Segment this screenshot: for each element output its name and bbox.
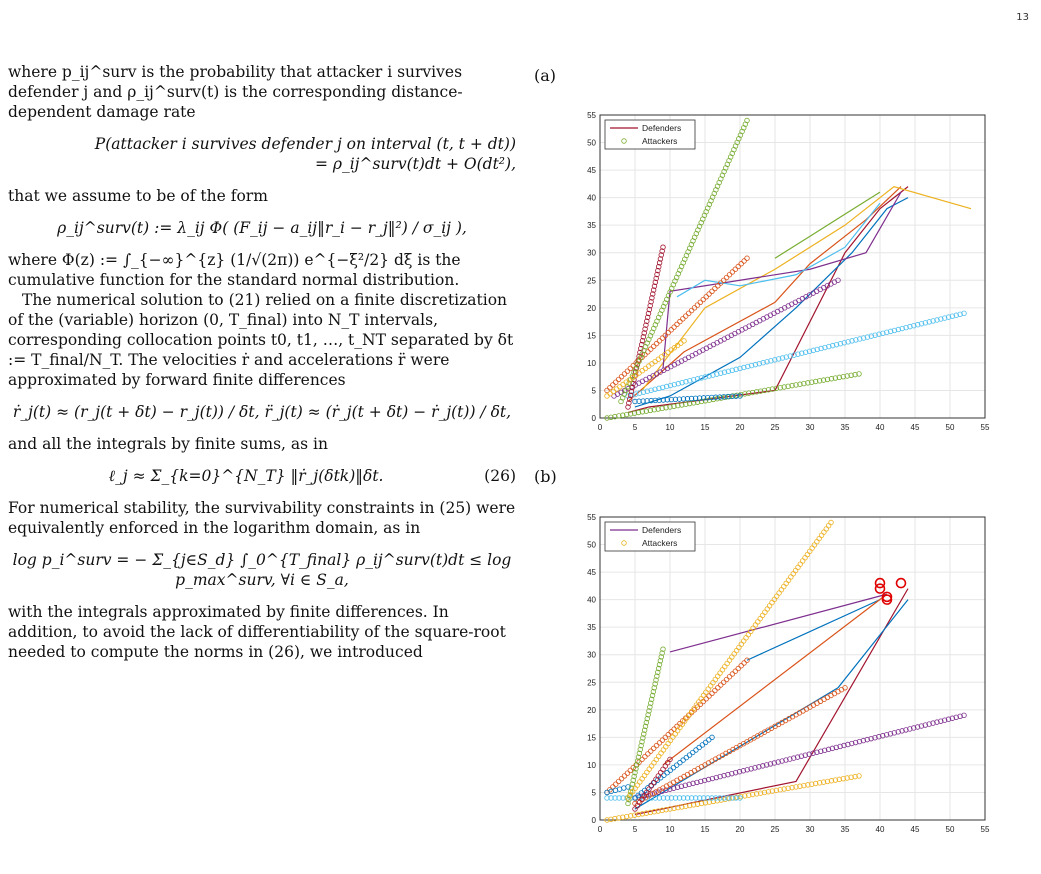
chart-b-y-tick-label: 20 — [587, 705, 596, 715]
chart-b-y-tick-label: 55 — [587, 513, 596, 522]
paragraph: where p_ij^surv is the probability that attacker i survives defender j and ρ_ij^surv(t) is the corresponding distance-dependent damage rate — [8, 63, 463, 121]
paragraph: where Φ(z) := ∫_{−∞}^{z} (1/√(2π)) e^{−ξ²/2} dξ is the cumulative function for the standard normal distribution. — [8, 251, 461, 289]
chart-b-y-tick-label: 25 — [587, 678, 596, 688]
chart-b — [566, 502, 996, 838]
paragraph: with the integrals approximated by finite differences. In addition, to avoid the lack of differentiability of the square-root needed to compute the norms in (26), we introduced — [8, 603, 506, 661]
equation-body: ℓ_j ≈ Σ_{k=0}^{N_T} ‖ṙ_j(δtk)‖δt. — [108, 467, 384, 485]
chart-a-legend-label-attackers: Attackers — [642, 136, 678, 146]
chart-a-y-tick-label: 25 — [587, 276, 596, 286]
chart-b-y-tick-label: 35 — [587, 623, 596, 633]
chart-b-y-tick-label: 0 — [591, 816, 596, 825]
chart-b-y-tick-label: 40 — [587, 595, 596, 605]
chart-a-y-tick-label: 55 — [587, 111, 596, 120]
equation-2: ρ_ij^surv(t) := λ_ij Φ( (F_ij − a_ij‖r_i − r_j‖²) / σ_ij ), — [57, 219, 467, 237]
chart-b-x-tick-label: 5 — [632, 825, 638, 834]
chart-a-x-tick-label: 25 — [770, 423, 780, 432]
chart-a-legend-label-defenders: Defenders — [642, 123, 682, 133]
chart-a-x-tick-label: 15 — [700, 423, 710, 432]
chart-a-x-tick-label: 20 — [735, 423, 745, 432]
chart-b-x-tick-label: 50 — [945, 825, 955, 834]
chart-a-legend — [605, 120, 695, 149]
chart-a-y-tick-label: 5 — [591, 386, 596, 396]
chart-a-x-tick-label: 40 — [875, 423, 885, 432]
chart-a-y-tick-label: 15 — [587, 331, 596, 341]
chart-a-x-tick-label: 10 — [665, 423, 675, 432]
chart-b-y-tick-label: 45 — [587, 568, 596, 578]
equation-number: (26) — [484, 467, 516, 485]
chart-a-x-tick-label: 5 — [632, 423, 638, 432]
chart-b-x-tick-label: 45 — [910, 825, 920, 834]
chart-b-y-tick-label: 30 — [587, 650, 596, 660]
chart-b-x-tick-label: 15 — [700, 825, 710, 834]
chart-a-x-tick-label: 35 — [840, 423, 850, 432]
chart-b-x-tick-label: 30 — [805, 825, 815, 834]
equation-4 — [8, 466, 516, 486]
chart-a-y-tick-label: 20 — [587, 303, 596, 313]
panel-label-a: (a) — [534, 66, 557, 85]
paragraph: The numerical solution to (21) relied on a finite discretization of the (variable) horizon (0, T_final) into N_T intervals, corresponding collocation points t0, t1, …, t_NT separated by δt := T_final/N_T. The velocities ṙ and accelerations r̈ were approximated by forward finite differences — [8, 291, 514, 389]
chart-b-x-tick-label: 20 — [735, 825, 745, 834]
chart-b-x-tick-label: 35 — [840, 825, 850, 834]
chart-a-x-tick-label: 0 — [597, 423, 603, 432]
chart-b-y-tick-label: 10 — [587, 760, 596, 770]
chart-a-x-tick-label: 55 — [980, 423, 990, 432]
chart-a-y-tick-label: 40 — [587, 193, 596, 203]
equation-line: = ρ_ij^surv(t)dt + O(dt²), — [314, 155, 516, 173]
chart-b-y-tick-label: 50 — [587, 540, 596, 550]
chart-b-legend-label-defenders: Defenders — [642, 525, 682, 535]
chart-b-x-tick-label: 25 — [770, 825, 780, 834]
paragraph: and all the integrals by finite sums, as in — [8, 435, 328, 453]
panel-label-b: (b) — [534, 467, 557, 486]
equation-1 — [8, 134, 516, 174]
chart-b-x-tick-label: 0 — [597, 825, 603, 834]
chart-b-legend-label-attackers: Attackers — [642, 538, 678, 548]
chart-b-y-tick-label: 15 — [587, 733, 596, 743]
chart-b-x-tick-label: 10 — [665, 825, 675, 834]
chart-b-plot-area — [600, 517, 985, 820]
chart-a-x-tick-label: 30 — [805, 423, 815, 432]
equation-5: log p_i^surv = − Σ_{j∈S_d} ∫_0^{T_final} ρ_ij^surv(t)dt ≤ log p_max^surv, ∀i ∈ S_a, — [12, 551, 512, 589]
text-column — [8, 62, 516, 662]
chart-b-y-tick-label: 5 — [591, 788, 596, 798]
chart-a-x-tick-label: 50 — [945, 423, 955, 432]
chart-b-legend — [605, 522, 695, 551]
paragraph: For numerical stability, the survivability constraints in (25) were equivalently enforced in the logarithm domain, as in — [8, 499, 516, 537]
paragraph: that we assume to be of the form — [8, 187, 268, 205]
chart-b-x-tick-label: 55 — [980, 825, 990, 834]
equation-line: P(attacker i survives defender j on interval (t, t + dt)) — [94, 135, 516, 153]
chart-a-y-tick-label: 35 — [587, 221, 596, 231]
equation-3: ṙ_j(t) ≈ (r_j(t + δt) − r_j(t)) / δt, r̈_j(t) ≈ (ṙ_j(t + δt) − ṙ_j(t)) / δt, — [12, 403, 512, 421]
page-number: 13 — [1016, 12, 1029, 23]
chart-a — [566, 100, 996, 436]
chart-a-y-tick-label: 45 — [587, 166, 596, 176]
chart-a-y-tick-label: 10 — [587, 358, 596, 368]
chart-a-y-tick-label: 30 — [587, 248, 596, 258]
chart-a-x-tick-label: 45 — [910, 423, 920, 432]
chart-a-y-tick-label: 0 — [591, 414, 596, 423]
chart-a-y-tick-label: 50 — [587, 138, 596, 148]
chart-b-x-tick-label: 40 — [875, 825, 885, 834]
